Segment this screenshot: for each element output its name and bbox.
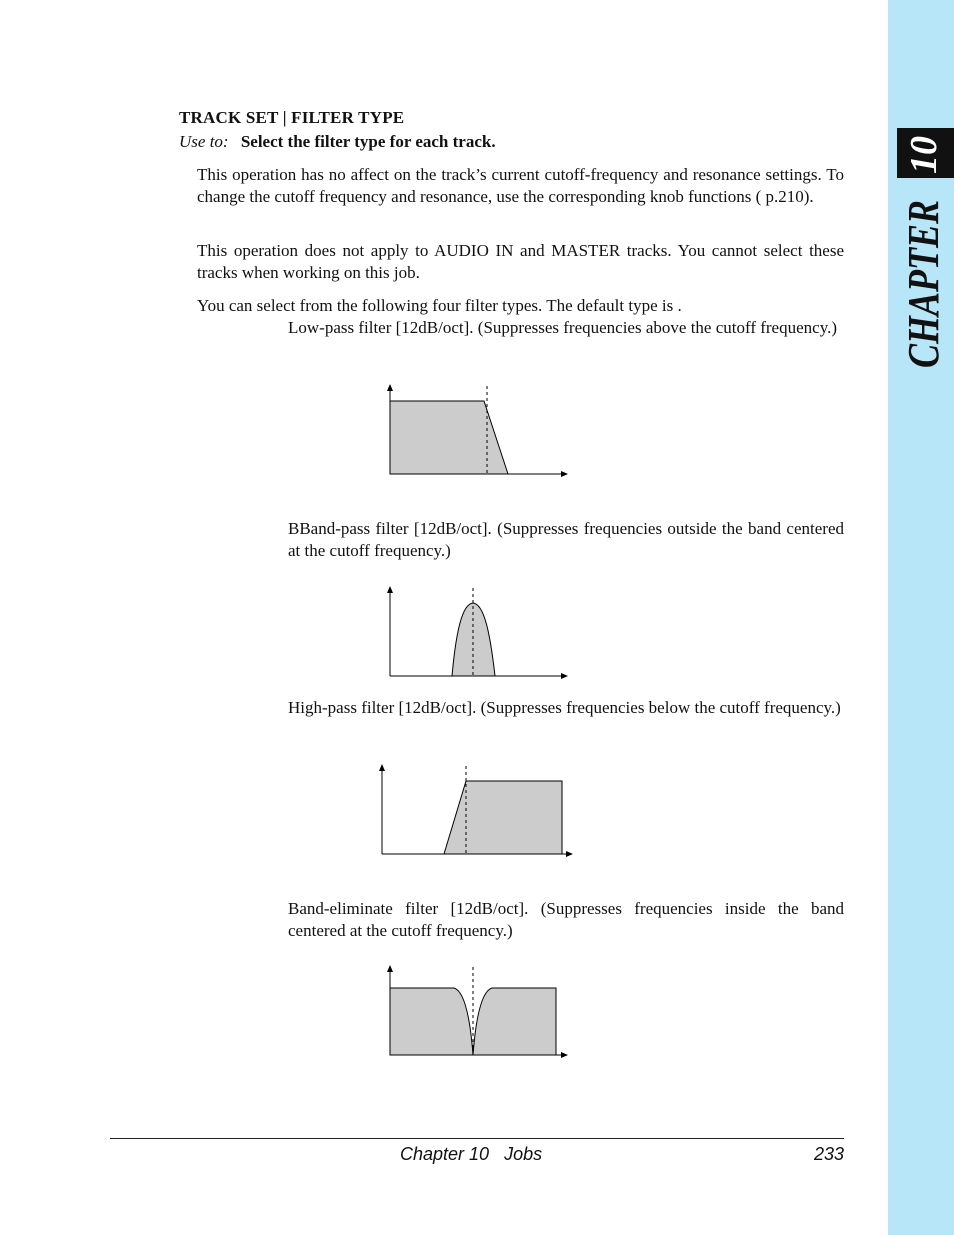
- use-to-label: Use to:: [179, 132, 229, 151]
- band-pass-graph: [380, 582, 580, 682]
- chapter-tab-text: [887, 128, 954, 398]
- use-to-text: Select the filter type for each track.: [240, 132, 496, 151]
- use-to-line: [179, 132, 496, 152]
- band-pass-description: BBand-pass filter [12dB/oct]. (Suppresses frequencies outside the band centered at the cutoff frequency.): [288, 519, 844, 560]
- section-heading: TRACK SET | FILTER TYPE: [179, 108, 405, 127]
- chapter-tab: [887, 128, 954, 398]
- footer-chapter-title: Chapter 10 Jobs: [400, 1144, 543, 1164]
- footer-page-number: 233: [813, 1144, 844, 1164]
- low-pass-graph: [380, 380, 580, 480]
- band-eliminate-graph: [380, 961, 580, 1061]
- paragraph-filter-intro: You can select from the following four filter types. The default type is .: [197, 296, 682, 315]
- high-pass-description: High-pass filter [12dB/oct]. (Suppresses frequencies below the cutoff frequency.): [288, 698, 841, 717]
- chapter-number: 10: [903, 136, 945, 174]
- band-eliminate-description: Band-eliminate filter [12dB/oct]. (Suppresses frequencies inside the band centered at the cutoff frequency.): [288, 899, 844, 940]
- high-pass-graph: [372, 760, 582, 860]
- paragraph-cutoff-note: This operation has no affect on the track’s current cutoff-frequency and resonance settings. To change the cutoff frequency and resonance, use the corresponding knob functions ( p.210).: [197, 165, 844, 206]
- chapter-word: CHAPTER: [899, 162, 948, 368]
- low-pass-description: Low-pass filter [12dB/oct]. (Suppresses frequencies above the cutoff frequency.): [288, 318, 838, 337]
- paragraph-track-note: This operation does not apply to AUDIO IN and MASTER tracks. You cannot select these tracks when working on this job.: [197, 241, 844, 282]
- footer-rule: [110, 1138, 844, 1139]
